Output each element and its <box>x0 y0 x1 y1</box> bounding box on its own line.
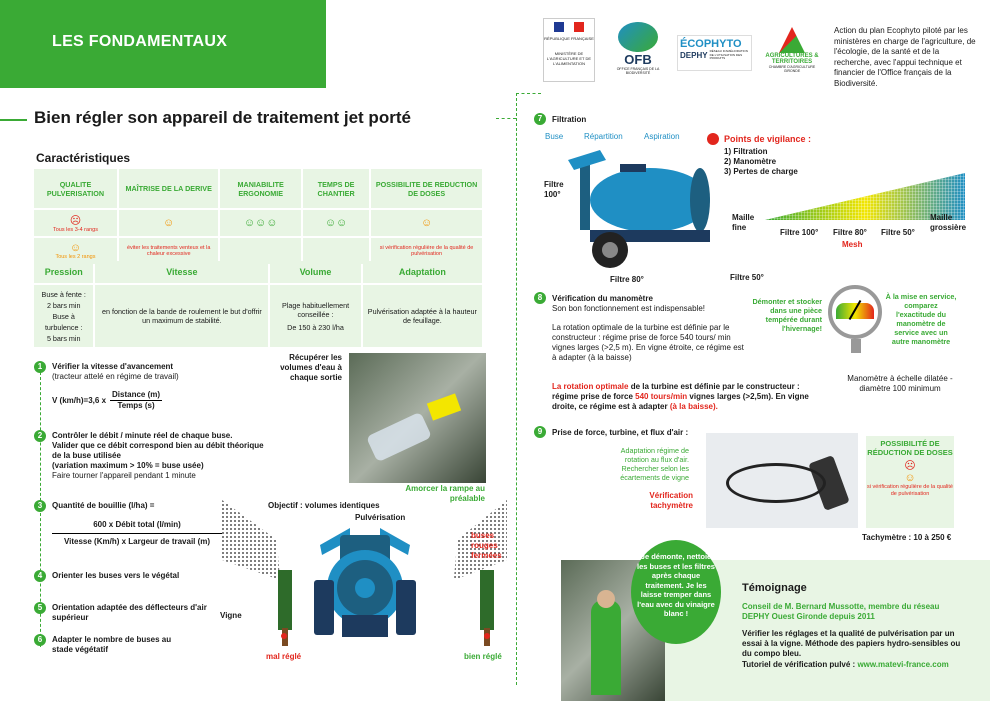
cell-qualite-2: ☺ Tous les 2 rangs <box>34 238 117 264</box>
cell-pression: Buse à fente : 2 bars min Buse à turbulence : 5 bars min <box>34 285 93 347</box>
diagram-mal-regle: mal réglé <box>266 652 302 661</box>
header-qualite: QUALITE PULVERISATION <box>34 169 117 208</box>
diagram-objectif: Objectif : volumes identiques <box>268 501 380 510</box>
header-pression: Pression <box>34 261 93 283</box>
tachymeter-photo <box>706 433 858 528</box>
step-2-text: Contrôler le débit / minute réel de chaque buse. Valider que ce débit correspond bien au débit théorique de la buse utilisée (variation maximum > 10% = buse usée) Faire tourner l'appareil pendant 1 minute <box>52 431 264 480</box>
section-banner: LES FONDAMENTAUX <box>0 0 326 88</box>
mesh-f100: Filtre 100° <box>780 228 819 237</box>
maille-grossiere: Maille grossière <box>930 213 967 232</box>
mesh-f80: Filtre 80° <box>833 228 867 237</box>
photo1-caption-top: Récupérer les volumes d'eau à chaque sortie <box>280 353 342 382</box>
formula-speed: V (km/h)=3,6 x Distance (m) Temps (s) <box>52 390 161 410</box>
logo-ecophyto: ÉCOPHYTO DEPHY RÉSEAU D'AMÉLIORATION DE L'UTILISATION DES PRODUITS <box>677 35 752 71</box>
label-aspiration: Aspiration <box>644 132 680 141</box>
cell-volume: Plage habituellement conseillée : De 150 à 230 l/ha <box>270 285 360 347</box>
plan-description: Action du plan Ecophyto piloté par les ministères en charge de l'agriculture, de l'écologie, de la santé et de la recherche, avec l'appui technique et financier de l'Office français de la Biodiversité. <box>834 26 976 88</box>
step-5-title: Orientation adaptée des déflecteurs d'air supérieur <box>52 603 207 622</box>
testimonial-conseil: Conseil de M. Bernard Mussotte, membre du réseau DEPHY Ouest Gironde depuis 2011 <box>742 602 940 621</box>
settings-table <box>32 259 484 349</box>
label-repartition: Répartition <box>584 132 623 141</box>
service-note: À la mise en service, comparez l'exactitude du manomètre de service avec un autre manomètre <box>885 292 957 346</box>
sad-face-icon: ☹ <box>904 460 916 472</box>
cell-reduction-1 <box>371 210 482 236</box>
magnifier-icon <box>707 133 719 145</box>
smile-icon: ☺ <box>904 472 916 484</box>
connector-top <box>516 93 541 94</box>
title-rule <box>0 119 27 121</box>
formula-volume: 600 x Débit total (l/min) Vitesse (Km/h) x Largeur de travail (m) <box>52 520 222 547</box>
step-6-badge: 6 <box>34 634 46 646</box>
filtre-50-label: Filtre 50° <box>730 273 764 282</box>
step-7-badge: 7 <box>534 113 546 125</box>
cell-derive-2: éviter les traitements venteux et la chaleur excessive <box>119 238 218 264</box>
testimonial-p1: Vérifier les réglages et la qualité de pulvérisation par un essai à la vigne. Méthode des papiers hydro-sensibles ou du compo bleu. <box>742 629 961 658</box>
diagram-bien-regle: bien réglé <box>464 652 502 661</box>
tutorial-link[interactable]: www.matevi-france.com <box>857 660 949 669</box>
characteristics-heading: Caractéristiques <box>36 151 131 165</box>
sad-face-icon: ☹ <box>69 214 82 227</box>
step-1-badge: 1 <box>34 361 46 373</box>
step-6-title: Adapter le nombre de buses au stade végétatif <box>52 635 172 654</box>
mesh-label: Mesh <box>842 240 863 249</box>
step-2-badge: 2 <box>34 430 46 442</box>
step-8-p2: La rotation optimale de la turbine est définie par le constructeur : régime prise de force 540 tours/min vignes larges (>2,5m). En vigne droite, ce régime est à adapter (à la baisse). <box>552 382 809 411</box>
cell-reduction-2: si vérification régulière de la qualité de pulvérisation <box>371 238 482 264</box>
testimonial-title: Témoignage <box>742 582 807 594</box>
sprayer-tank-illustration <box>560 150 720 275</box>
step-8-line1: Son bon fonctionnement est indispensable! <box>552 304 705 313</box>
echelle-note: Manomètre à échelle dilatée - diamètre 100 minimum <box>847 374 953 393</box>
smile-icon: ☺ <box>69 242 82 254</box>
manometer-gauge <box>828 285 884 357</box>
filtre-80-label: Filtre 80° <box>610 275 644 284</box>
header-volume: Volume <box>270 261 360 283</box>
header-vitesse: Vitesse <box>95 261 268 283</box>
nozzle-photo <box>349 353 486 483</box>
step-8-p1: La rotation optimale de la turbine est définie par le constructeur : régime prise de force 540 tours/ min vignes larges (>2,5 m). En vigne étroite, ce régime est à adapter (à la baisse) <box>552 323 744 362</box>
page-title: Bien régler son appareil de traitement jet porté <box>34 108 411 127</box>
header-maniabilite: MANIABILITE ERGONOMIE <box>220 169 301 208</box>
step-5-badge: 5 <box>34 602 46 614</box>
step-3-title: Quantité de bouillie (l/ha) = <box>52 501 155 510</box>
demonter-note: Démonter et stocker dans une pièce tempérée durant l'hivernage! <box>752 297 822 333</box>
smile-icon: ☺ <box>163 217 175 229</box>
cell-temps-1 <box>303 210 369 236</box>
verif-tachy: Vérification tachymètre <box>649 491 693 510</box>
step-8-badge: 8 <box>534 292 546 304</box>
testimonial-tuto: Tutoriel de vérification pulvé : www.matevi-france.com <box>742 660 949 669</box>
cell-qualite-1: ☹ Tous les 3-4 rangs <box>34 210 117 236</box>
step-8-title: Vérification du manomètre <box>552 294 653 303</box>
adaptation-note: Adaptation régime de rotation au flux d'air. Rechercher selon les écartements de vigne <box>620 446 689 482</box>
logo-ministere: RÉPUBLIQUE FRANÇAISE MINISTÈRE DE L'AGRICULTURE ET DE L'ALIMENTATION <box>543 18 595 82</box>
header-temps: TEMPS DE CHANTIER <box>303 169 369 208</box>
header-derive: MAÎTRISE DE LA DERIVE <box>119 169 218 208</box>
tachy-price: Tachymètre : 10 à 250 € <box>862 533 952 542</box>
label-buse: Buse <box>545 132 564 141</box>
step-4-title: Orienter les buses vers le végétal <box>52 571 180 580</box>
vigilance-list: 1) Filtration 2) Manomètre 3) Pertes de charge <box>724 147 798 176</box>
vigilance-title: Points de vigilance : <box>724 134 812 144</box>
possibilite-box: POSSIBILITÉ DE RÉDUCTION DE DOSES ☹ ☺ si vérification régulière de la qualité de pulvérisation <box>866 436 954 528</box>
cell-adaptation: Pulvérisation adaptée à la hauteur de feuillage. <box>363 285 482 347</box>
step-1-sub: (tracteur attelé en régime de travail) <box>52 372 179 381</box>
page-connector <box>516 93 517 685</box>
diagram-buses-rouges: buses rouges fermées <box>471 531 502 560</box>
smile-icon: ☺ <box>420 217 433 229</box>
smile-icons: ☺☺ <box>324 217 348 229</box>
step-1-title: Vérifier la vitesse d'avancement <box>52 362 174 371</box>
cell-derive-1 <box>119 210 218 236</box>
smile-icons: ☺☺☺ <box>243 217 278 229</box>
mesh-f50: Filtre 50° <box>881 228 915 237</box>
logo-ofb: OFB OFFICE FRANÇAIS DE LA BIODIVERSITÉ <box>610 22 666 82</box>
page-connector-top <box>496 118 516 119</box>
step-3-badge: 3 <box>34 500 46 512</box>
characteristics-table <box>32 167 484 266</box>
testimonial-quote: Je démonte, nettoie les buses et les filtres après chaque traitement. Je les laisse tremper dans l'eau avec du vinaigre blanc ! <box>631 540 721 644</box>
filtre-100-label: Filtre 100° <box>544 180 564 199</box>
diagram-pulverisation: Pulvérisation <box>355 513 406 522</box>
diagram-vigne: Vigne <box>220 611 242 620</box>
step-7-title: Filtration <box>552 115 587 124</box>
step-4-badge: 4 <box>34 570 46 582</box>
cell-maniabilite-1 <box>220 210 301 236</box>
header-reduction: POSSIBILITE DE REDUCTION DE DOSES <box>371 169 482 208</box>
maille-fine: Maille fine <box>732 213 755 232</box>
header-adaptation: Adaptation <box>363 261 482 283</box>
step-9-badge: 9 <box>534 426 546 438</box>
step-9-title: Prise de force, turbine, et flux d'air : <box>552 428 689 437</box>
spray-left-mist <box>222 500 280 580</box>
logo-chambre: AGRICULTURES & TERRITOIRES CHAMBRE D'AGRICULTURE GIRONDE <box>762 27 822 87</box>
cell-vitesse: en fonction de la bande de roulement le but d'offrir un maximum de stabilité. <box>95 285 268 347</box>
sprayer-diagram <box>222 500 507 665</box>
photo1-caption-bottom: Amorcer la rampe au préalable <box>405 484 485 503</box>
